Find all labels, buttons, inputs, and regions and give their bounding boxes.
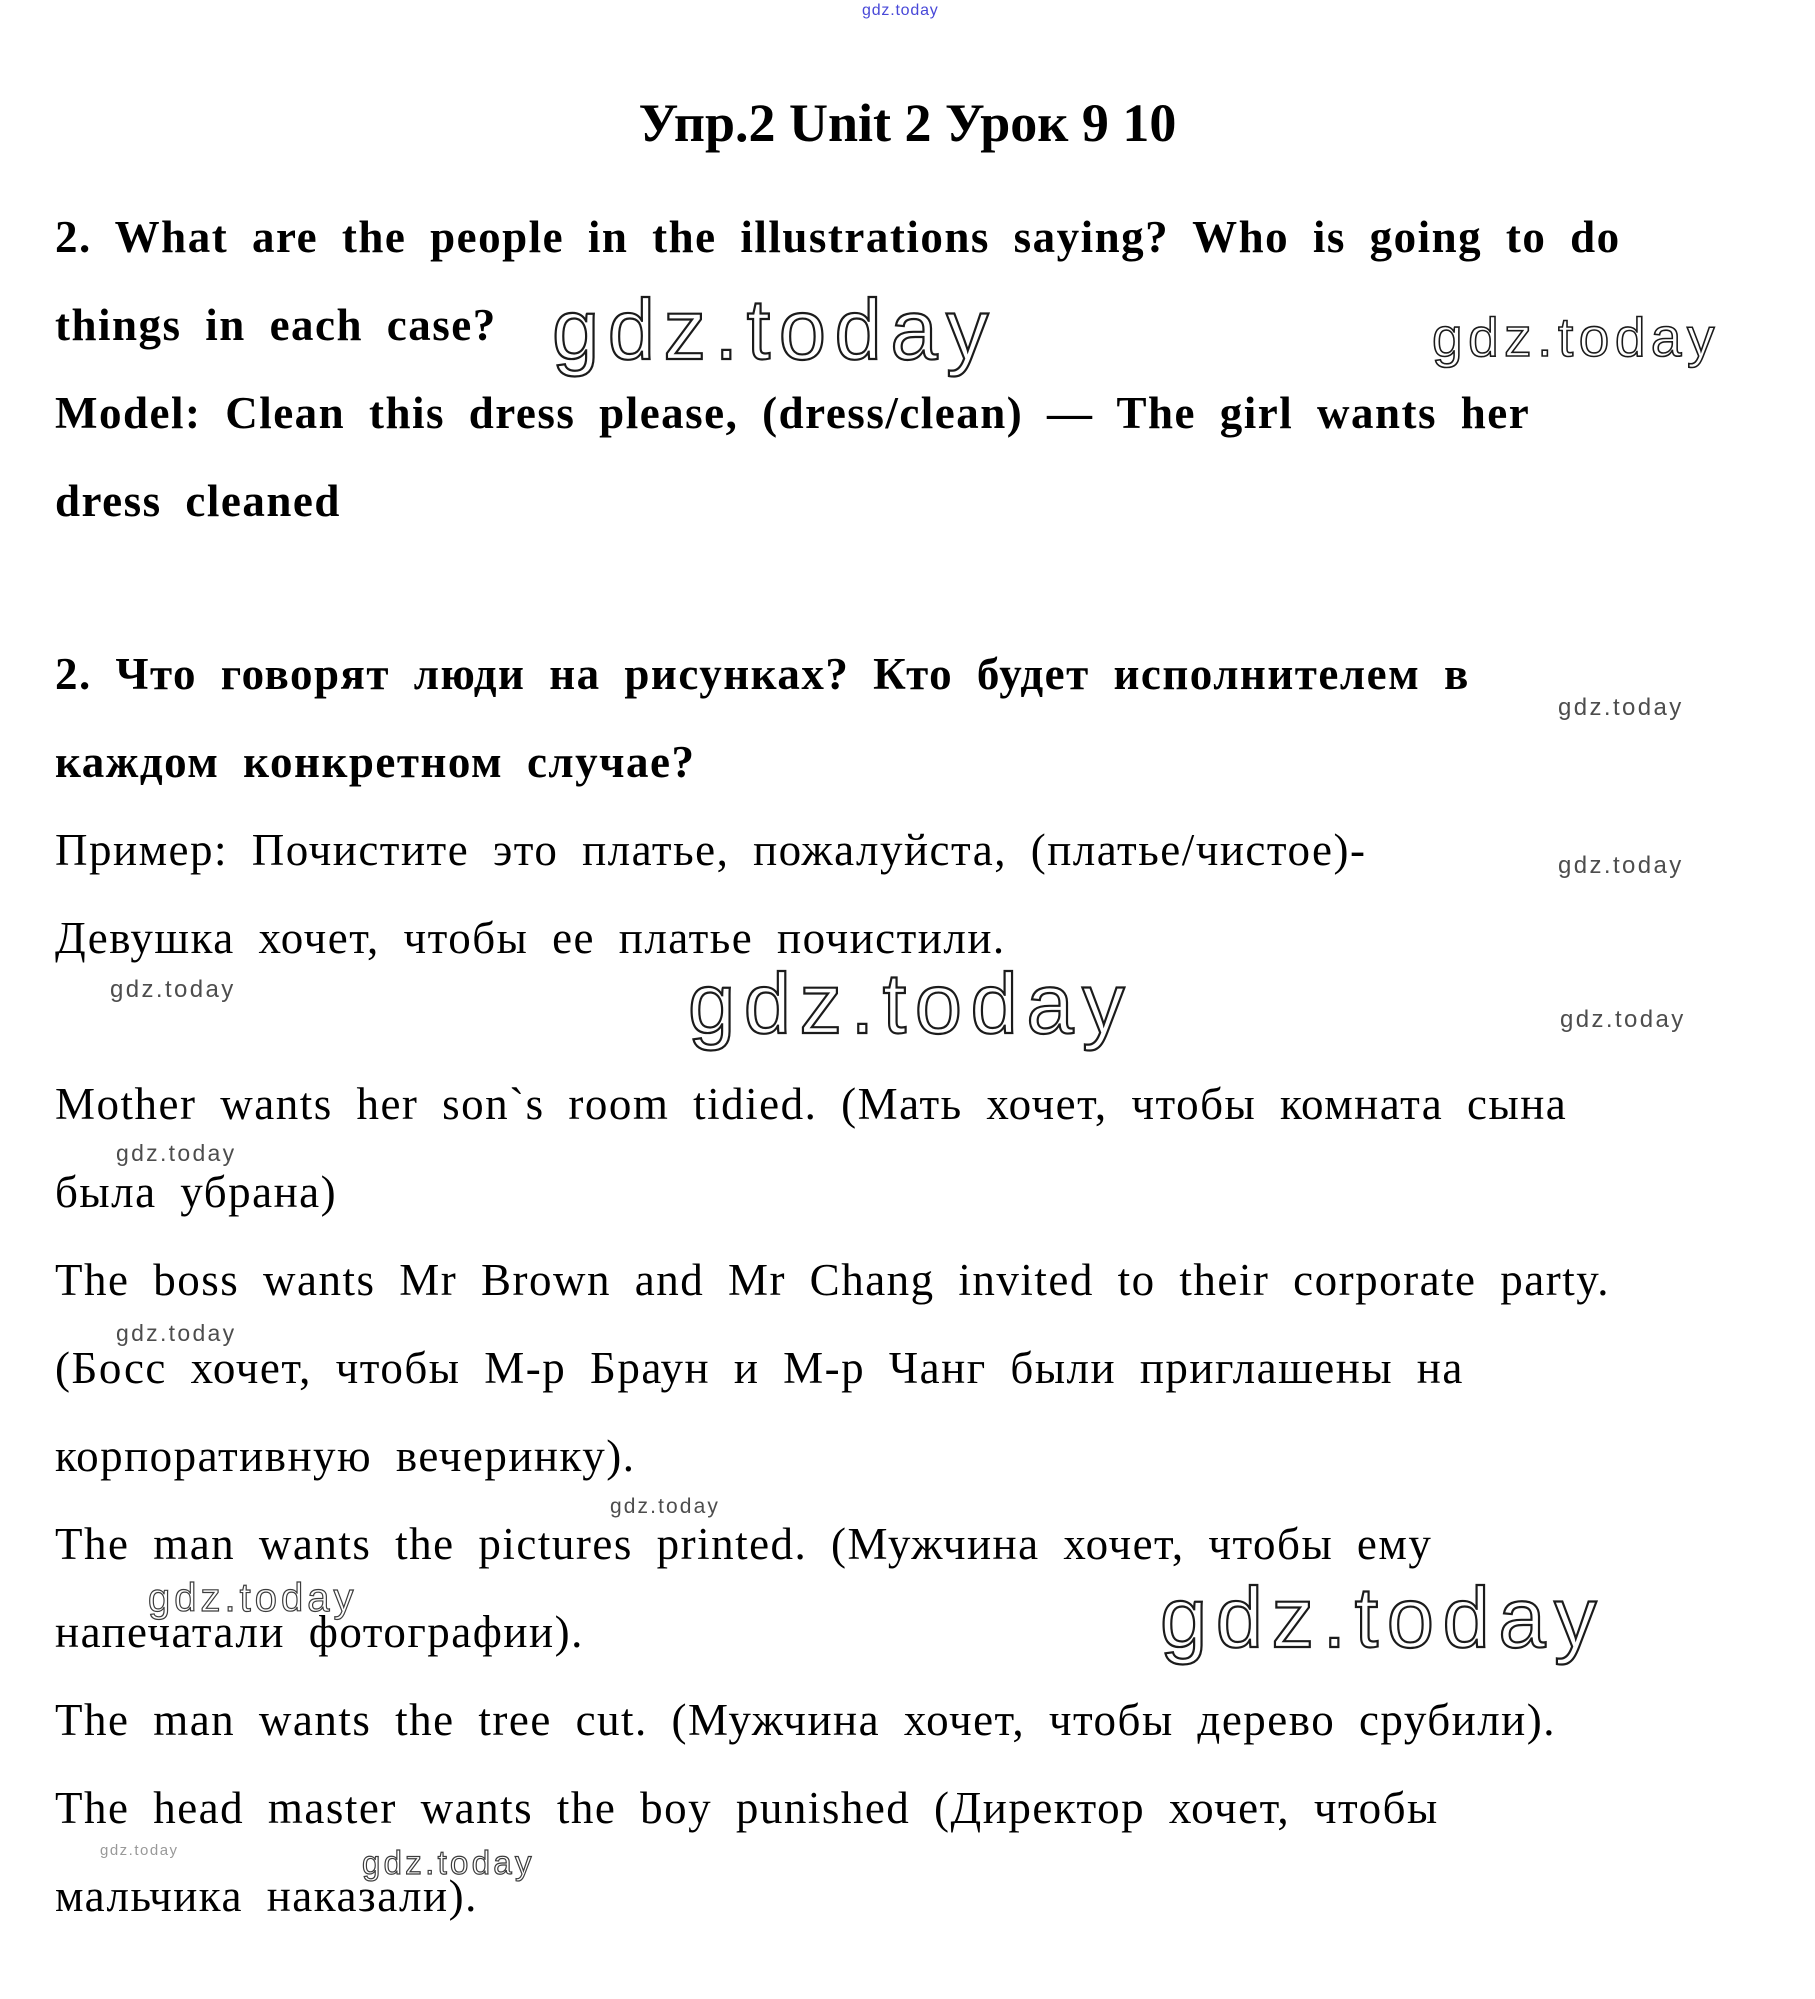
watermark-gdz-today-tiny: gdz.today (100, 1842, 179, 1859)
answer-line: The man wants the pictures printed. (Мужчина хочет, чтобы ему (55, 1519, 1433, 1569)
watermark-gdz-today-medium-2: gdz.today (362, 1844, 535, 1881)
answer-line: The man wants the tree cut. (Мужчина хочет, чтобы дерево срубили). (55, 1695, 1556, 1745)
text-line: dress cleaned (55, 476, 341, 526)
answer-line: (Босс хочет, чтобы М-р Браун и М-р Чанг были приглашены на (55, 1343, 1464, 1393)
watermark-gdz-today-large-1: gdz.today (552, 283, 998, 378)
answers-list (55, 1060, 1621, 1940)
watermark-gdz-today-small-3: gdz.today (110, 976, 236, 1003)
answer-line: мальчика наказали). (55, 1871, 478, 1921)
answer-line: корпоративную вечеринку). (55, 1431, 636, 1481)
answer-line: The head master wants the boy punished (Директор хочет, чтобы (55, 1783, 1439, 1833)
watermark-gdz-today-large-3: gdz.today (1160, 1571, 1606, 1666)
text-line: Пример: Почистите это платье, пожалуйста, (платье/чистое)- (55, 825, 1367, 875)
watermark-gdz-today-medium-1: gdz.today (148, 1576, 358, 1620)
document-body (55, 193, 1621, 1940)
text-line: Model: Clean this dress please, (dress/clean) — The girl wants her (55, 388, 1531, 438)
watermark-gdz-today-medium-right: gdz.today (1432, 306, 1721, 368)
answer-line: Mother wants her son`s room tidied. (Мать хочет, чтобы комната сына (55, 1079, 1568, 1129)
text-line: каждом конкретном случае? (55, 737, 696, 787)
watermark-gdz-today-small-1: gdz.today (1558, 694, 1684, 721)
task-question-ru (55, 630, 1621, 806)
task-question-en (55, 193, 1621, 369)
watermark-gdz-today-top-blue: gdz.today (862, 2, 939, 19)
watermark-gdz-today-large-2: gdz.today (688, 957, 1134, 1052)
watermark-gdz-today-small-2: gdz.today (1558, 852, 1684, 879)
text-line: things in each case? (55, 300, 497, 350)
text-line: 2. Что говорят люди на рисунках? Кто будет исполнителем в (55, 649, 1470, 699)
example-sentence-ru (55, 806, 1621, 982)
model-sentence-en (55, 369, 1621, 545)
watermark-gdz-today-small-5: gdz.today (116, 1140, 237, 1166)
answer-line: была убрана) (55, 1167, 338, 1217)
watermark-gdz-today-small-7: gdz.today (610, 1495, 720, 1518)
page-title: Упр.2 Unit 2 Урок 9 10 (638, 93, 1177, 153)
watermark-gdz-today-small-6: gdz.today (116, 1320, 237, 1346)
answer-line: напечатали фотографии). (55, 1607, 584, 1657)
watermark-gdz-today-small-4: gdz.today (1560, 1006, 1686, 1033)
text-line: Девушка хочет, чтобы ее платье почистили. (55, 913, 1006, 963)
answer-line: The boss wants Mr Brown and Mr Chang invited to their corporate party. (55, 1255, 1611, 1305)
text-line: 2. What are the people in the illustrations saying? Who is going to do (55, 212, 1621, 262)
